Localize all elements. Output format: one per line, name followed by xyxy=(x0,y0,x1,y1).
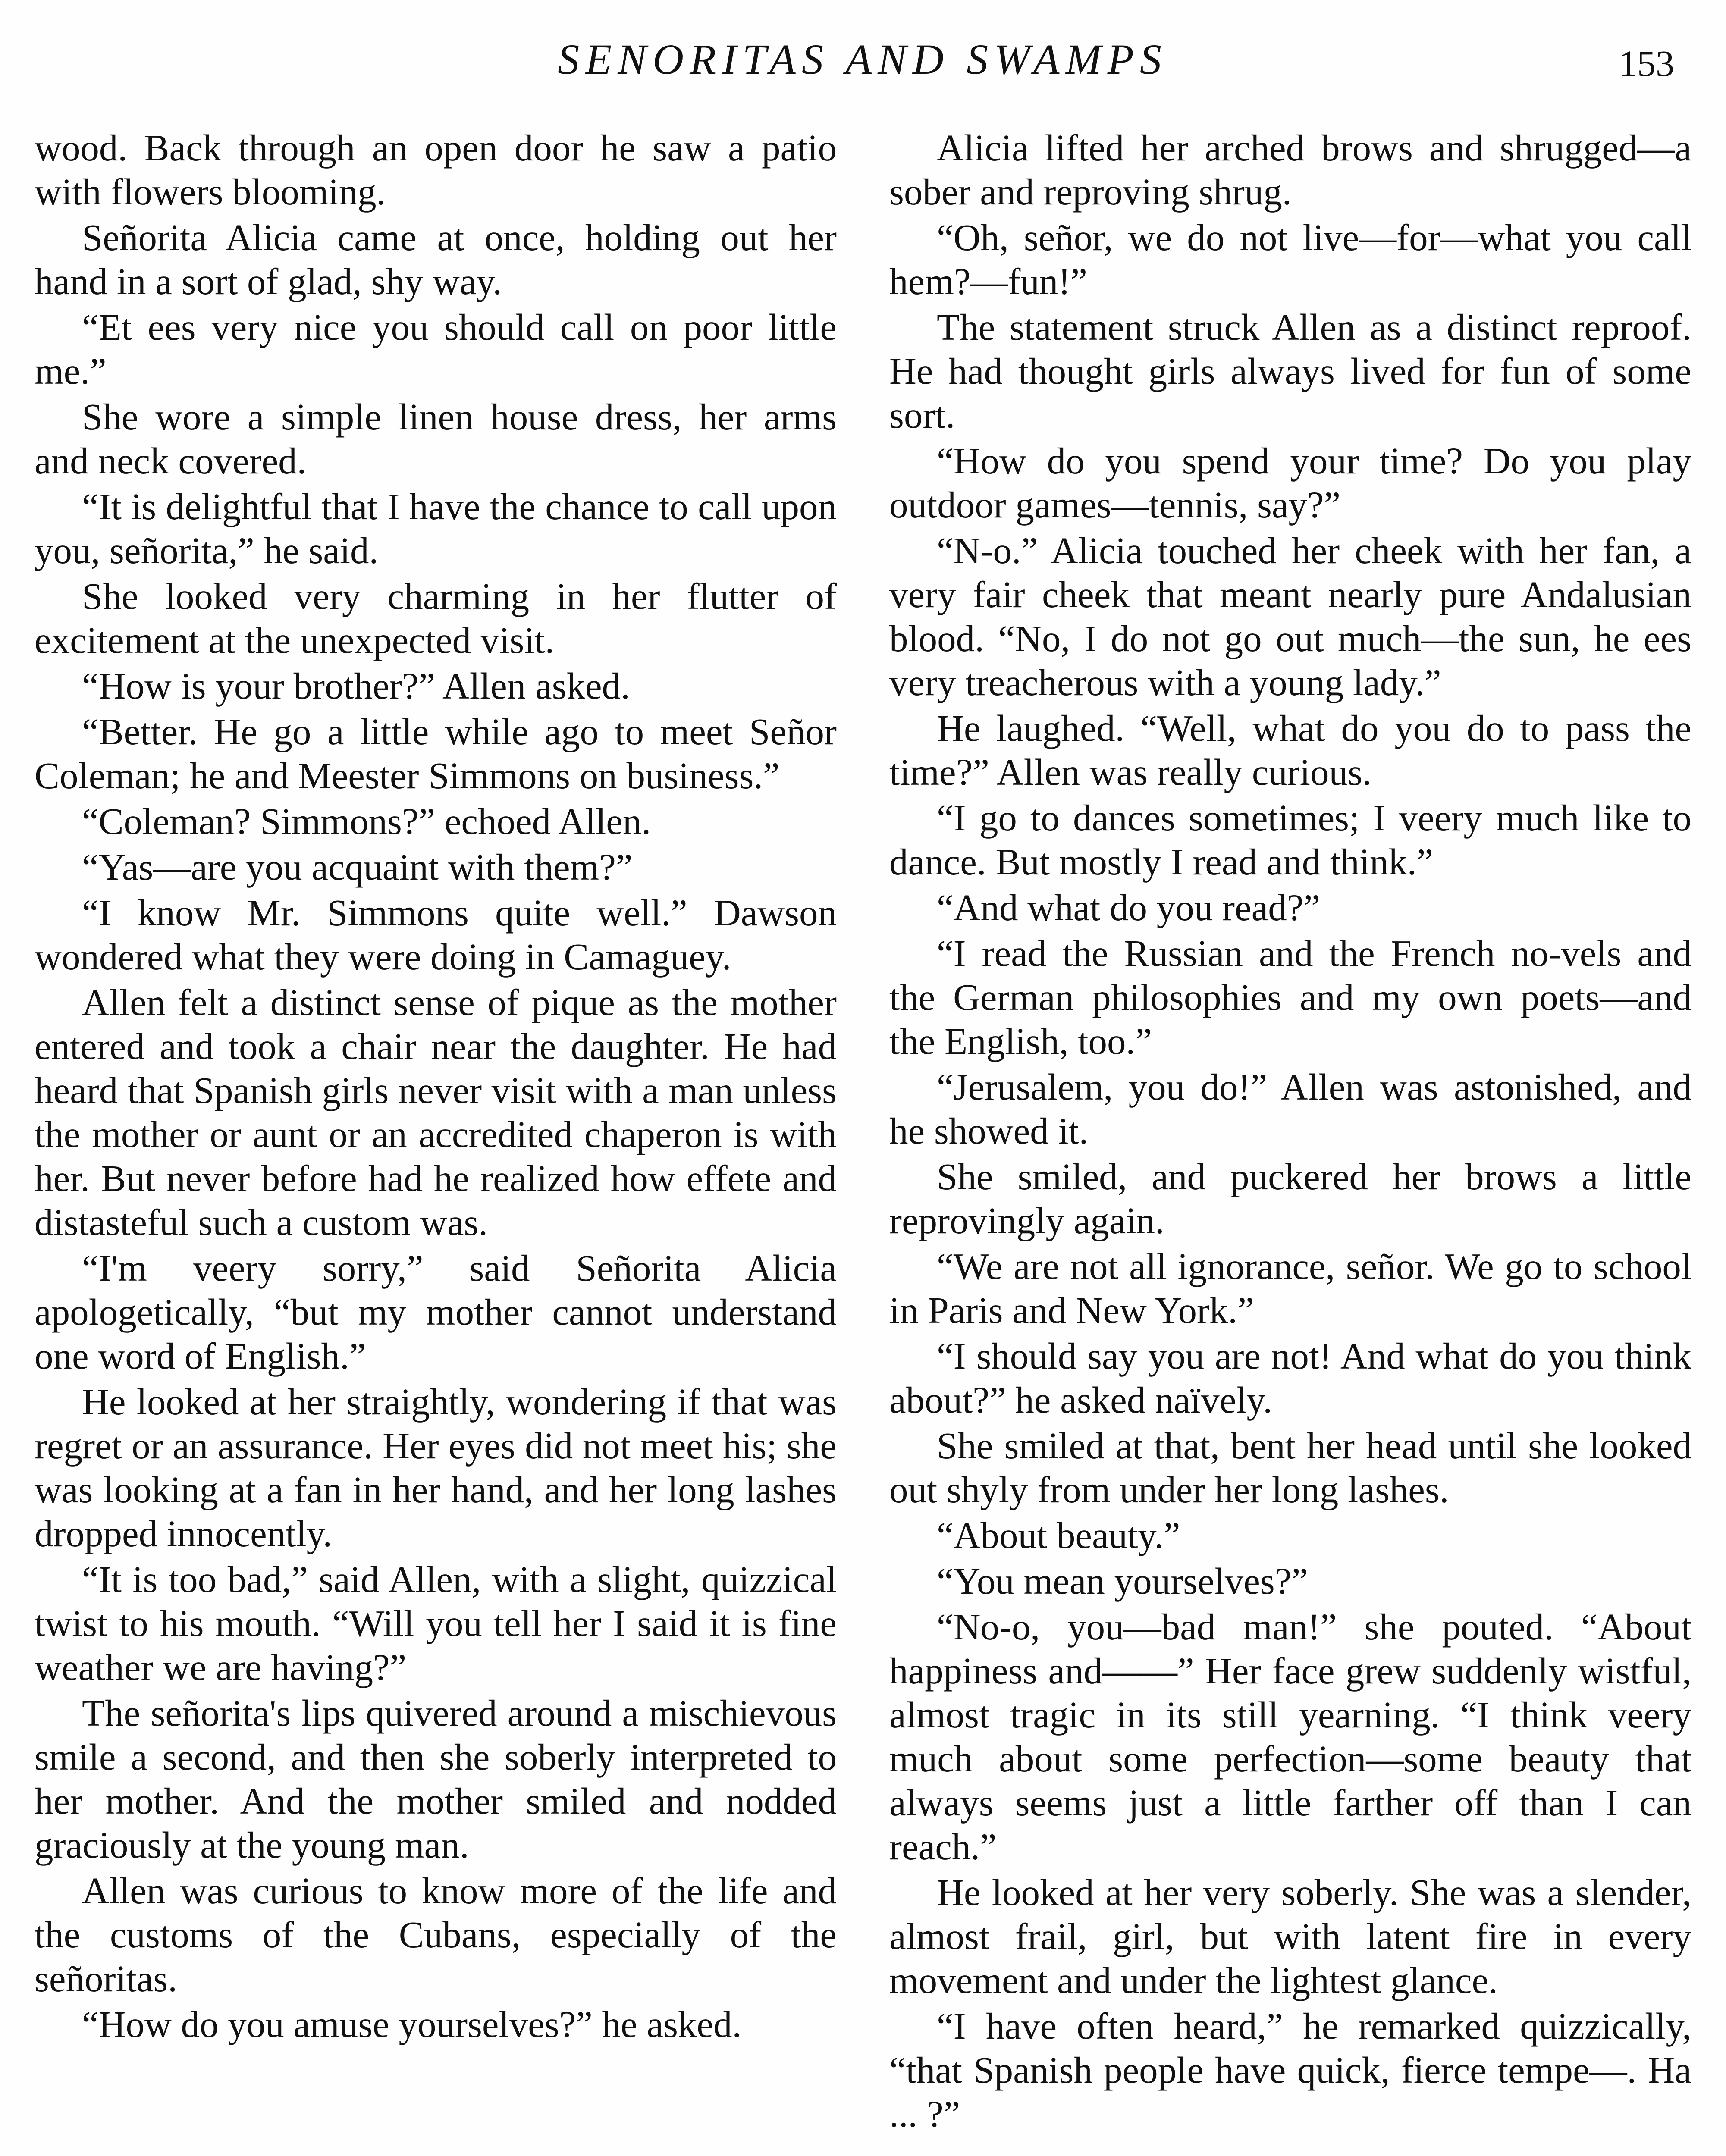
paragraph: “I should say you are not! And what do you think about?” he asked naïvely. xyxy=(889,1335,1691,1421)
paragraph: Alicia lifted her arched brows and shrugged—a sober and reproving shrug. xyxy=(889,127,1691,213)
paragraph: “Coleman? Simmons?” echoed Allen. xyxy=(82,800,651,842)
paragraph: She smiled at that, bent her head until she looked out shyly from under her long lashes. xyxy=(889,1425,1691,1510)
paragraph: The señorita's lips quivered around a mischievous smile a second, and then she soberly interpreted to her mother. And the mother smiled and nodded graciously at the young man. xyxy=(35,1692,837,1866)
paragraph: “We are not all ignorance, señor. We go to school in Paris and New York.” xyxy=(889,1245,1691,1331)
paragraph: Señorita Alicia came at once, holding out her hand in a sort of glad, shy way. xyxy=(35,216,837,302)
left-column xyxy=(35,126,837,2156)
paragraph: “Yas—are you acquaint with them?” xyxy=(82,846,633,888)
paragraph: “I'm veery sorry,” said Señorita Alicia apologetically, “but my mother cannot understand one word of English.” xyxy=(35,1247,837,1377)
paragraph: “It is too bad,” said Allen, with a slight, quizzical twist to his mouth. “Will you tell her I said it is fine weather we are having?” xyxy=(35,1558,837,1688)
paragraph: “Better. He go a little while ago to meet Señor Coleman; he and Meester Simmons on business.” xyxy=(35,711,837,796)
paragraph: “You mean yourselves?” xyxy=(937,1560,1308,1602)
paragraph: She looked very charming in her flutter of excitement at the unexpected visit. xyxy=(35,575,837,661)
paragraph: “I go to dances sometimes; I veery much like to dance. But mostly I read and think.” xyxy=(889,797,1691,883)
paragraph: “Oh, señor, we do not live—for—what you call hem?—fun!” xyxy=(889,216,1691,302)
paragraph: wood. Back through an open door he saw a patio with flowers blooming. xyxy=(35,127,837,213)
paragraph: He laughed. “Well, what do you do to pass the time?” Allen was really curious. xyxy=(889,707,1691,793)
paragraph: “No-o, you—bad man!” she pouted. “About happiness and——” Her face grew suddenly wistful, almost tragic in its still yearning. “I think veery much about some perfection—some beauty that always seems just a little farther off than I can reach.” xyxy=(889,1606,1691,1868)
paragraph: Allen felt a distinct sense of pique as the mother entered and took a chair near the daughter. He had heard that Spanish girls never visit with a man unless the mother or aunt or an accredited chaperon is with her. But never before had he realized how effete and distasteful such a custom was. xyxy=(35,981,837,1243)
paragraph: “Et ees very nice you should call on poor little me.” xyxy=(35,306,837,392)
page-number: 153 xyxy=(1619,43,1674,84)
paragraph: “N-o.” Alicia touched her cheek with her fan, a very fair cheek that meant nearly pure Andalusian blood. “No, I do not go out much—the sun, he ees very treacherous with a young lady.” xyxy=(889,530,1691,703)
paragraph: She wore a simple linen house dress, her arms and neck covered. xyxy=(35,396,837,482)
paragraph: “I have often heard,” he remarked quizzically, “that Spanish people have quick, fierce tempe—. Ha ... ?” xyxy=(889,2005,1691,2135)
paragraph: He looked at her straightly, wondering if that was regret or an assurance. Her eyes did not meet his; she was looking at a fan in her hand, and her long lashes dropped innocently. xyxy=(35,1381,837,1554)
paragraph: “Jerusalem, you do!” Allen was astonished, and he showed it. xyxy=(889,1066,1691,1152)
paragraph: “It is delightful that I have the chance to call upon you, señorita,” he said. xyxy=(35,486,837,571)
paragraph: “I read the Russian and the French no-vels and the German philosophies and my own poets—and the English, too.” xyxy=(889,932,1691,1062)
paragraph: Allen was curious to know more of the life and the customs of the Cubans, especially of the señoritas. xyxy=(35,1870,837,1999)
paragraph: She smiled, and puckered her brows a little reprovingly again. xyxy=(889,1156,1691,1241)
paragraph: “How do you amuse yourselves?” he asked. xyxy=(82,2003,742,2045)
paragraph: “About beauty.” xyxy=(937,1514,1180,1556)
paragraph: “How is your brother?” Allen asked. xyxy=(82,665,630,707)
paragraph: “And what do you read?” xyxy=(937,887,1320,928)
paragraph: He looked at her very soberly. She was a slender, almost frail, girl, but with latent fire in every movement and under the lightest glance. xyxy=(889,1871,1691,2001)
paragraph: “I know Mr. Simmons quite well.” Dawson wondered what they were doing in Camaguey. xyxy=(35,892,837,978)
running-head: SENORITAS AND SWAMPS xyxy=(558,35,1167,83)
paragraph: The statement struck Allen as a distinct reproof. He had thought girls always lived for fun of some sort. xyxy=(889,306,1691,436)
paragraph: “How do you spend your time? Do you play outdoor games—tennis, say?” xyxy=(889,440,1691,526)
right-column xyxy=(889,126,1691,2156)
